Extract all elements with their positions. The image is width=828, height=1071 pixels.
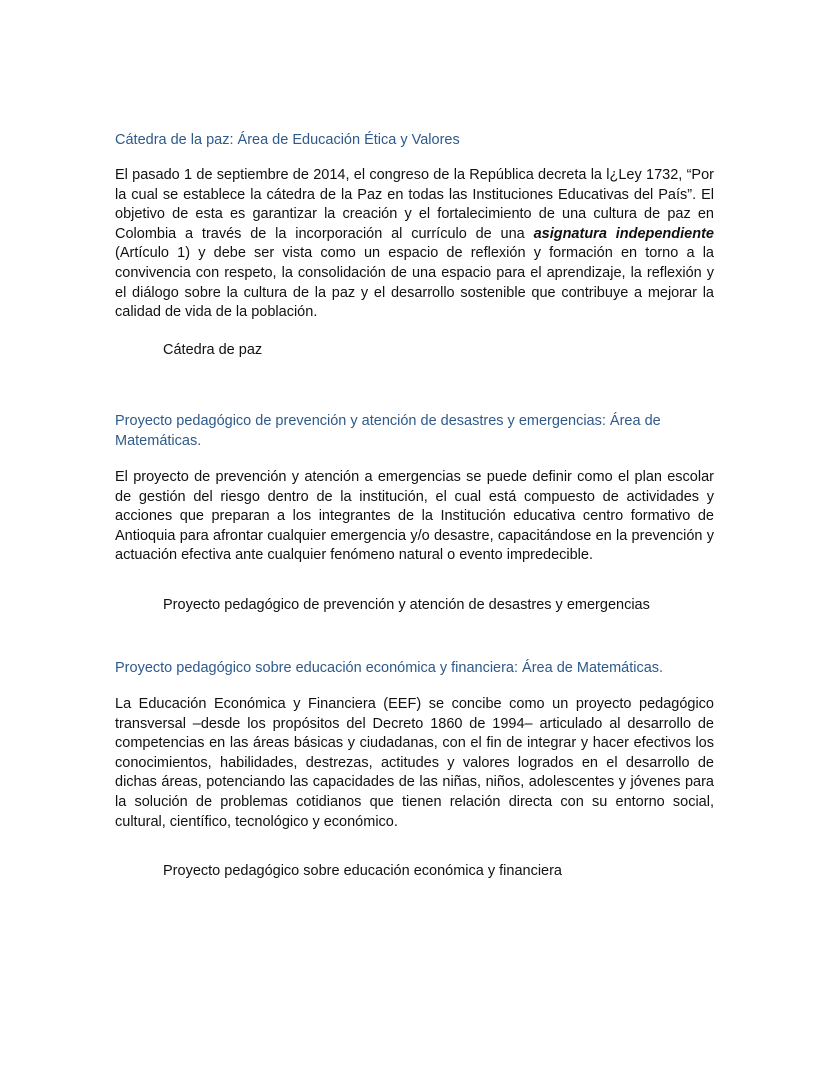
section-heading-catedra-paz: Cátedra de la paz: Área de Educación Ética y Valores: [115, 132, 460, 148]
caption-prevencion-desastres: Proyecto pedagógico de prevención y atención de desastres y emergencias: [163, 597, 650, 613]
caption-educacion-economica: Proyecto pedagógico sobre educación económica y financiera: [163, 863, 562, 879]
section-paragraph-prevencion-desastres: El proyecto de prevención y atención a emergencias se puede definir como el plan escolar de gestión del riesgo dentro de la institución, el cual está compuesto de actividades y acciones que preparan a los integrantes de la Institución educativa centro formativo de Antioquia para afrontar cualquier emergencia y/o desastre, capacitándose en la prevención y actuación efectiva ante cualquier fenómeno natural o evento impredecible.: [115, 469, 714, 564]
section-heading-prevencion-desastres: Proyecto pedagógico de prevención y atención de desastres y emergencias: Área de Matemáticas.: [115, 413, 661, 449]
caption-catedra-paz: Cátedra de paz: [163, 342, 263, 358]
paragraph-text-after: (Artículo 1) y debe ser vista como un espacio de reflexión y formación en torno a la convivencia con respeto, la consolidación de una espacio para el aprendizaje, la reflexión y el diálogo sobre la cultura de la paz y el desarrollo sostenible que contribuye a mejorar la calidad de vida de la población.: [115, 245, 714, 321]
section-heading-educacion-economica: Proyecto pedagógico sobre educación económica y financiera: Área de Matemáticas.: [115, 660, 664, 676]
section-paragraph-catedra-paz: [115, 166, 714, 323]
paragraph-text-before: El pasado 1 de septiembre de 2014, el congreso de la República decreta la l¿Ley 1732, “Por la cual se establece la cátedra de la Paz en todas las Instituciones Educativas del País”. El objetivo de esta es garantizar la creación y el fortalecimiento de una cultura de paz en Colombia a través de la incorporación al currículo de una: [115, 167, 714, 242]
emphasis-asignatura-independiente: asignatura independiente: [533, 225, 714, 242]
section-paragraph-educacion-economica: La Educación Económica y Financiera (EEF) se concibe como un proyecto pedagógico transversal –desde los propósitos del Decreto 1860 de 1994– articulado al desarrollo de competencias en las áreas básicas y ciudadanas, con el fin de integrar y hacer efectivos los conocimientos, habilidades, destrezas, actitudes y valores logrados en el desarrollo de dichas áreas, potenciando las capacidades de las niñas, niños, adolescentes y jóvenes para la solución de problemas cotidianos que tienen relación directa con su entorno social, cultural, científico, tecnológico y económico.: [115, 696, 714, 830]
